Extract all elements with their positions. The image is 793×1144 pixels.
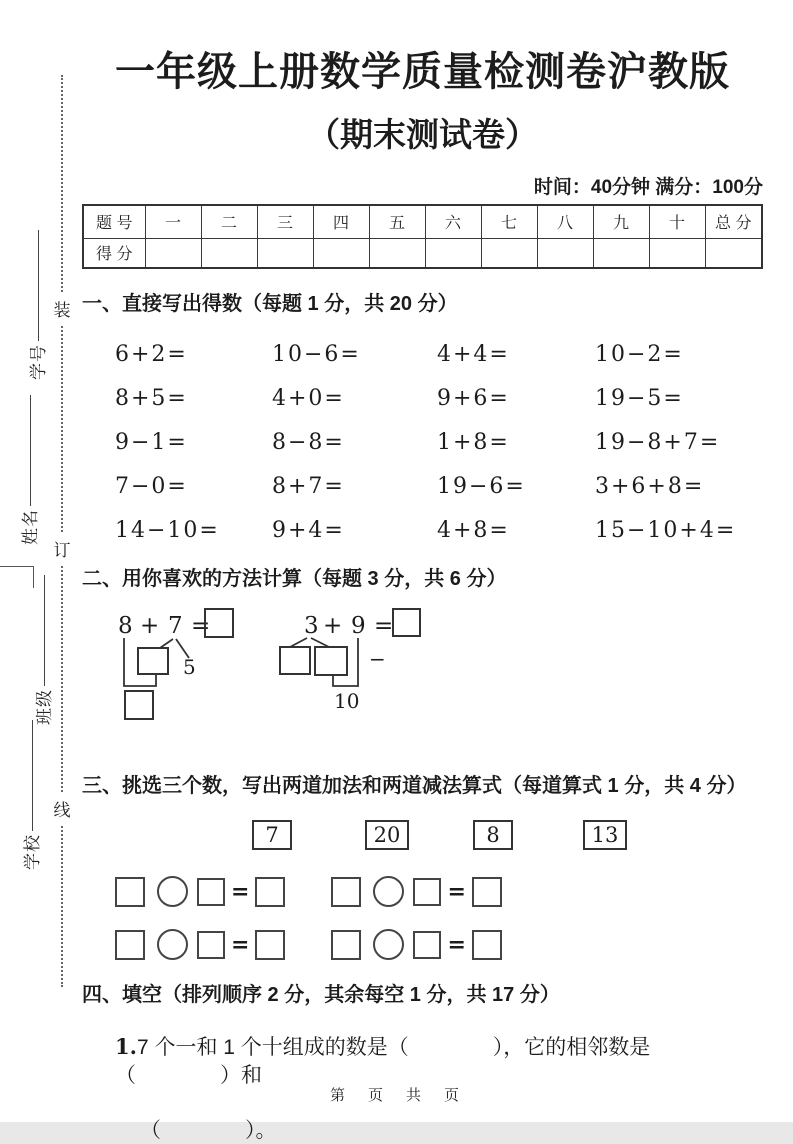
score-table-header-row (83, 205, 762, 238)
section-4-heading: 四、填空（排列顺序 2 分，其余每空 1 分，共 17 分） (82, 984, 560, 1006)
operator-circle (373, 876, 404, 907)
number-card: 7 (252, 820, 292, 850)
student-name-label: 姓名 (20, 509, 40, 545)
score-empty-cell (425, 238, 481, 268)
school-blank-line (32, 720, 33, 831)
student-id-blank-line (38, 230, 39, 341)
math-problem: 14−10= (115, 518, 220, 543)
equals-sign: = (231, 878, 250, 905)
decomposition-diagram-3plus9 (277, 607, 447, 737)
combine-known-number: 10 (334, 689, 360, 713)
score-empty-cell (537, 238, 593, 268)
number-card: 8 (473, 820, 513, 850)
result-answer-box (393, 609, 420, 636)
addend-a: 3 (304, 613, 319, 639)
score-empty-cell (201, 238, 257, 268)
math-problem: 10−6= (272, 342, 361, 367)
split-answer-box (138, 648, 168, 674)
math-problem: 9+6= (437, 386, 510, 411)
equation-template-row (82, 876, 763, 907)
score-table-header-cell: 四 (313, 205, 369, 238)
school-field (18, 720, 42, 870)
addend-b: 7 (168, 613, 183, 639)
score-table-header-cell: 题 号 (83, 205, 145, 238)
class-label: 班级 (34, 689, 54, 725)
operator-circle (373, 929, 404, 960)
equals-sign: = (191, 613, 211, 639)
paper-content (82, 0, 763, 1144)
section-1-problems (82, 342, 763, 544)
plus-sign: + (323, 613, 343, 639)
score-table-header-cell: 三 (257, 205, 313, 238)
binding-char-xian: 线 (47, 792, 77, 825)
score-table-header-cell: 七 (481, 205, 537, 238)
combine-bracket (124, 638, 156, 686)
score-empty-cell (593, 238, 649, 268)
equation-template (115, 876, 285, 907)
split-answer-box-right (315, 647, 347, 675)
operand-box (331, 930, 361, 960)
math-problem: 4+8= (437, 518, 510, 543)
operand-box (331, 877, 361, 907)
operand-box (413, 931, 441, 959)
binding-dotted-line (61, 75, 63, 987)
result-box (472, 877, 502, 907)
math-problem: 7−0= (115, 474, 188, 499)
student-id-label: 学号 (28, 344, 48, 380)
result-box (472, 930, 502, 960)
split-known-number: 5 (183, 655, 196, 679)
math-problem: 6+2= (115, 342, 188, 367)
plus-sign: + (140, 613, 160, 639)
operator-circle (157, 876, 188, 907)
equals-sign: = (231, 931, 250, 958)
score-empty-cell (481, 238, 537, 268)
operator-circle (157, 929, 188, 960)
equation-template-row (82, 929, 763, 960)
binding-char-zhuang: 装 (47, 292, 77, 325)
equals-sign: = (447, 931, 466, 958)
time-and-score-info: 时间：40分钟 满分：100分 (533, 177, 763, 198)
math-problem: 19−5= (595, 386, 684, 411)
score-empty-cell (257, 238, 313, 268)
math-problem: 10−2= (595, 342, 684, 367)
student-id-field (24, 230, 48, 380)
math-problem: 8+7= (272, 474, 345, 499)
intermediate-answer-box (125, 691, 153, 719)
score-table-header-cell: 十 (649, 205, 705, 238)
operand-box (115, 877, 145, 907)
item-text: 7 个一和 1 个十组成的数是（ ），它的相邻数是（ ）和 (115, 1036, 651, 1087)
math-problem: 9+4= (272, 518, 345, 543)
math-problem: 8−8= (272, 430, 345, 455)
score-empty-cell (145, 238, 201, 268)
student-name-field (16, 395, 40, 545)
math-problem: 3+6+8= (595, 474, 705, 499)
score-table-header-cell: 总 分 (705, 205, 762, 238)
math-problem: 4+0= (272, 386, 345, 411)
item-number: 1. (115, 1034, 137, 1059)
class-blank-line (44, 575, 45, 686)
student-name-blank-line (30, 395, 31, 506)
class-field (30, 575, 54, 725)
math-problem: 19−8+7= (595, 430, 721, 455)
score-table-score-row (83, 238, 762, 268)
decomposition-diagram-8plus7 (112, 607, 282, 737)
equals-sign: = (374, 613, 394, 639)
binding-char-ding: 订 (47, 532, 77, 565)
score-empty-cell (649, 238, 705, 268)
operand-box (197, 878, 225, 906)
score-empty-cell (369, 238, 425, 268)
split-branch-left (160, 639, 173, 648)
math-problem: 9−1= (115, 430, 188, 455)
split-branch-right (311, 638, 329, 647)
math-problem: 8+5= (115, 386, 188, 411)
addend-a: 8 (118, 613, 133, 639)
section-1-heading: 一、直接写出得数（每题 1 分，共 20 分） (82, 293, 458, 315)
fill-blank-item-1 (82, 1033, 763, 1090)
score-label-cell: 得 分 (83, 238, 145, 268)
fill-blank-item-1-continued: （ ）。 (140, 1119, 277, 1142)
equation-template (115, 929, 285, 960)
equation-template (331, 876, 501, 907)
score-table-header-cell: 二 (201, 205, 257, 238)
equation-template (331, 929, 501, 960)
score-table-header-cell: 一 (145, 205, 201, 238)
score-table-header-cell: 六 (425, 205, 481, 238)
equals-sign: = (447, 878, 466, 905)
school-label: 学校 (22, 834, 42, 870)
fold-mark-vertical (33, 566, 34, 588)
score-empty-cell (705, 238, 762, 268)
score-empty-cell (313, 238, 369, 268)
score-table-header-cell: 五 (369, 205, 425, 238)
operand-box (197, 931, 225, 959)
addend-b: 9 (351, 613, 366, 639)
page-footer: 第 页 共 页 (329, 1087, 463, 1104)
section-2-diagrams (82, 599, 763, 751)
split-answer-box-left (280, 647, 310, 674)
section-2-heading: 二、用你喜欢的方法计算（每题 3 分，共 6 分） (82, 568, 507, 590)
fold-mark-horizontal (0, 566, 34, 567)
section-3-heading: 三、挑选三个数，写出两道加法和两道减法算式（每道算式 1 分，共 4 分） (82, 775, 747, 797)
number-card: 13 (583, 820, 627, 850)
math-problem: 19−6= (437, 474, 526, 499)
operand-box (115, 930, 145, 960)
combine-bracket (333, 638, 358, 686)
score-table (82, 204, 763, 269)
math-problem: 4+4= (437, 342, 510, 367)
dash-mark: − (369, 647, 386, 671)
split-branch-left (290, 638, 307, 647)
result-box (255, 877, 285, 907)
section-3-number-cards (82, 820, 763, 854)
page-subtitle: （期末测试卷） (307, 116, 538, 153)
result-box (255, 930, 285, 960)
score-table-header-cell: 九 (593, 205, 649, 238)
math-problem: 1+8= (437, 430, 510, 455)
number-card: 20 (365, 820, 409, 850)
operand-box (413, 878, 441, 906)
math-problem: 15−10+4= (595, 518, 737, 543)
score-table-header-cell: 八 (537, 205, 593, 238)
page-title: 一年级上册数学质量检测卷沪教版 (115, 50, 730, 94)
